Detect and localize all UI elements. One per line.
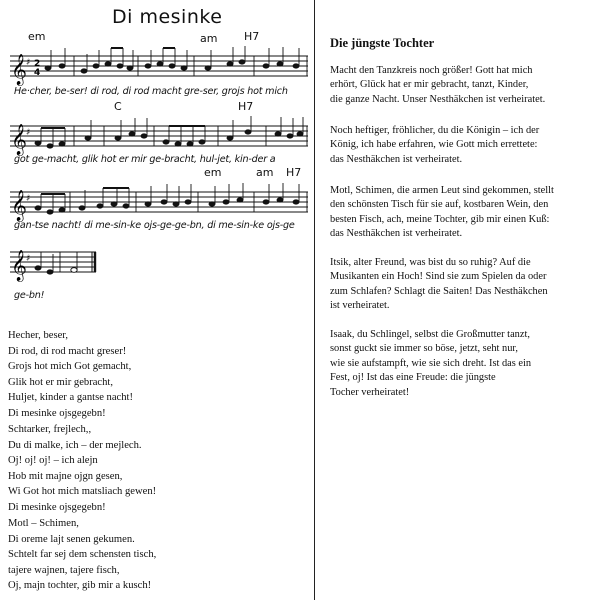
text-line: Isaak, du Schlingel, selbst die Großmutter tanzt, (330, 329, 530, 340)
verse-1 (8, 328, 308, 422)
text-line: erhört, Glück hat er mir gebracht, tanzt, Kinder, (330, 79, 529, 91)
verse-line: Oj, majn tochter, gib mir a kusch! (8, 580, 152, 592)
verse-line: Motl – Schimen, (8, 518, 79, 529)
verse-line: Du di malke, ich – der mejlech. (8, 439, 142, 451)
text-line: Noch heftiger, fröhlicher, du die Königin – ich der (330, 125, 540, 136)
svg-text:2: 2 (34, 59, 41, 69)
verse-line: Di oreme lajt senen gekumen. (8, 533, 135, 545)
verse-line: Di mesinke ojsgegebn! (8, 501, 106, 513)
text-line: Motl, Schimen, die armen Leut sind gekommen, stellt (330, 185, 554, 196)
translation-paragraph-2 (330, 124, 592, 167)
music-staff-4 (4, 236, 310, 306)
column-divider (314, 0, 315, 600)
staff-notation (4, 240, 104, 292)
verse-line: Di mesinke ojsgegebn! (8, 407, 106, 419)
verse-line: Hob mit majne ojgn gesen, (8, 470, 123, 482)
verse-2 (8, 422, 308, 516)
svg-text:𝄞: 𝄞 (11, 250, 27, 281)
song-title: Di mesinke (112, 6, 223, 28)
svg-text:𝄞: 𝄞 (11, 54, 27, 85)
text-line: König, ich habe erfahren, wie Gott mich errettete: (330, 139, 538, 151)
text-line: wie sie aufstampft, wie sie sich dreht. Ist das ein (330, 357, 532, 369)
text-line: das Nesthäkchen ist verheiratet. (330, 228, 463, 240)
svg-text:4: 4 (34, 68, 41, 78)
verse-line: Wi Got hot mich matsliach gewen! (8, 486, 157, 498)
svg-text:♯: ♯ (26, 128, 31, 138)
svg-text:♯: ♯ (26, 58, 31, 68)
verse-line: Glik hot er mir gebracht, (8, 376, 114, 388)
svg-text:𝄞: 𝄞 (11, 124, 27, 155)
verse-line: tajere wajnen, tajere fisch, (8, 564, 120, 576)
text-line: zum Schlafen? Schlagt die Saiten! Das Nesthäkchen (330, 285, 548, 297)
text-line: Macht den Tanzkreis noch größer! Gott hat mich (330, 65, 533, 76)
text-line: Fest, oj! Ist das eine Freude: die jüngste (330, 372, 496, 384)
verse-line: Hecher, beser, (8, 330, 69, 341)
chord-label: H7 (244, 30, 260, 43)
translation-paragraph-4 (330, 256, 592, 314)
translation-paragraph-3 (330, 184, 592, 242)
svg-text:♯: ♯ (26, 194, 31, 204)
svg-text:♯: ♯ (26, 254, 31, 264)
music-staff-1 (4, 30, 310, 100)
chord-label: am (200, 32, 218, 45)
lyric-line: He·cher, be-ser! di rod, di rod macht gre-ser, grojs hot mich (14, 86, 288, 97)
svg-text:𝄞: 𝄞 (11, 190, 27, 221)
text-line: Musikanten ein Hoch! Sind sie zum Spielen da oder (330, 271, 547, 283)
translation-title: Die jüngste Tochter (330, 36, 435, 50)
lyric-line: got ge-macht, glik hot er mir ge-bracht, hul-jet, kin-der a (14, 154, 276, 165)
text-line: besten Fisch, ach, meine Tochter, gib mir einen Kuß: (330, 213, 550, 225)
text-line: die ganze Nacht. Unser Nesthäkchen ist verheiratet. (330, 93, 546, 105)
verse-3 (8, 516, 308, 594)
text-line: sonst guckt sie immer so böse, jetzt, seht nur, (330, 343, 519, 355)
text-line: den schönsten Tisch für sie auf, kostbaren Wein, den (330, 199, 549, 211)
verse-line: Schtarker, frejlech,, (8, 424, 92, 435)
text-line: ist verheiratet. (330, 300, 390, 312)
lyric-line: ge-bn! (14, 290, 45, 301)
chord-label: em (204, 166, 222, 179)
chord-label: am (256, 166, 274, 179)
verse-line: Grojs hot mich Got gemacht, (8, 361, 132, 373)
verse-line: Oj! oj! oj! – ich alejn (8, 455, 98, 467)
text-line: Itsik, alter Freund, was bist du so ruhig? Auf die (330, 257, 531, 268)
lyric-line: gan-tse nacht! di me-sin-ke ojs-ge-ge-bn, di me-sin-ke ojs-ge (14, 220, 295, 231)
translation-paragraph-1 (330, 64, 592, 107)
verse-line: Huljet, kinder a gantse nacht! (8, 392, 134, 404)
chord-label: C (114, 100, 122, 113)
text-line: Tocher verheiratet! (330, 386, 410, 398)
music-staff-2 (4, 100, 310, 172)
text-line: das Nesthäkchen ist verheiratet. (330, 153, 463, 165)
chord-label: H7 (286, 166, 302, 179)
chord-label: em (28, 30, 46, 43)
verse-line: Di rod, di rod macht greser! (8, 345, 127, 357)
translation-paragraph-5 (330, 328, 592, 400)
verse-line: Schtelt far sej dem schensten tisch, (8, 549, 157, 561)
music-staff-3 (4, 166, 310, 238)
chord-label: H7 (238, 100, 254, 113)
